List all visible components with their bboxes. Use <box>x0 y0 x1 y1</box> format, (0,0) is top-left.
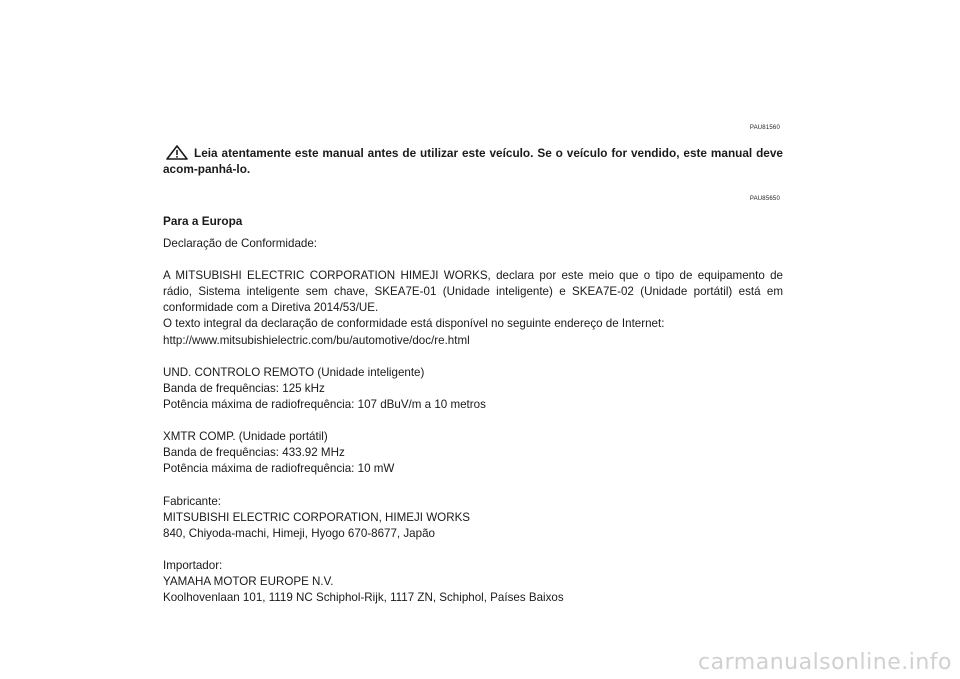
portable-unit-band: Banda de frequências: 433.92 MHz <box>163 446 345 460</box>
europe-reference-code: PAU85650 <box>749 196 780 202</box>
declaration-body <box>163 236 783 606</box>
declaration-paragraph: A MITSUBISHI ELECTRIC CORPORATION HIMEJI WORKS, declara por este meio que o tipo de equipamento de rádio, Sistema inteligente sem chave, SKEA7E-01 (Unidade inteligente) e SKEA7E-02 (Unidade portátil) está em conformidade com a Diretiva 2014/53/UE. <box>163 269 783 315</box>
site-watermark: carmanualsonline.info <box>698 650 952 675</box>
section-title: Para a Europa <box>163 214 243 228</box>
importer-address: Koolhovenlaan 101, 1119 NC Schiphol-Rijk, 1117 ZN, Schiphol, Países Baixos <box>163 591 564 605</box>
portable-unit-name: XMTR COMP. (Unidade portátil) <box>163 430 328 444</box>
manufacturer-label: Fabricante: <box>163 494 221 508</box>
remote-unit-band: Banda de frequências: 125 kHz <box>163 381 325 395</box>
warning-triangle-icon <box>166 145 188 160</box>
declaration-url: http://www.mitsubishielectric.com/bu/automotive/doc/re.html <box>163 333 470 347</box>
warning-notice <box>163 145 783 177</box>
warning-text: Leia atentamente este manual antes de utilizar este veículo. Se o veículo for vendido, este manual deve acom-panhá-lo. <box>163 146 783 176</box>
manufacturer-name: MITSUBISHI ELECTRIC CORPORATION, HIMEJI WORKS <box>163 510 471 524</box>
manufacturer-address: 840, Chiyoda-machi, Himeji, Hyogo 670-8677, Japão <box>163 526 435 540</box>
remote-unit-name: UND. CONTROLO REMOTO (Unidade inteligente) <box>163 365 425 379</box>
portable-unit-power: Potência máxima de radiofrequência: 10 mW <box>163 462 395 476</box>
importer-name: YAMAHA MOTOR EUROPE N.V. <box>163 574 334 588</box>
declaration-heading: Declaração de Conformidade: <box>163 237 318 250</box>
importer-label: Importador: <box>163 558 223 572</box>
remote-unit-power: Potência máxima de radiofrequência: 107 dBuV/m a 10 metros <box>163 397 486 411</box>
declaration-availability: O texto integral da declaração de conformidade está disponível no seguinte endereço de Internet: <box>163 317 665 331</box>
warning-reference-code: PAU81560 <box>749 125 780 131</box>
